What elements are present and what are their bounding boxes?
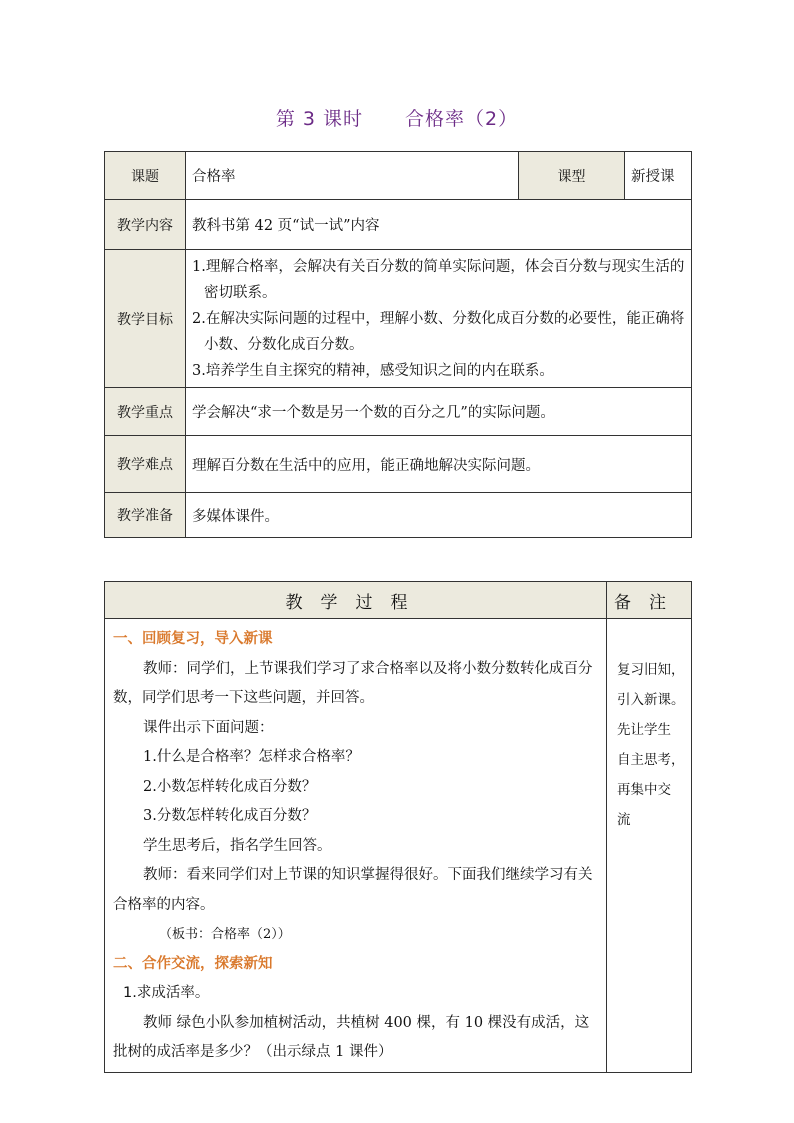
goal-item: 3.培养学生自主探究的精神，感受知识之间的内在联系。 xyxy=(192,362,554,379)
table-row xyxy=(105,200,692,250)
notes-body xyxy=(607,619,692,1073)
paragraph: 课件出示下面问题： xyxy=(143,719,274,736)
goal-item: 2.在解决实际问题的过程中，理解小数、分数化成百分数的必要性，能正确将小数、分数化成百分数。 xyxy=(192,310,685,353)
lesson-info-table xyxy=(104,151,692,538)
topic-value: 合格率 xyxy=(186,152,519,200)
paragraph: 教师：同学们，上节课我们学习了求合格率以及将小数分数转化成百分数，同学们思考一下这些问题，并回答。 xyxy=(113,660,593,706)
section-heading: 二、合作交流，探索新知 xyxy=(113,955,273,972)
teaching-process-table xyxy=(104,581,692,1073)
question: 1.什么是合格率？怎样求合格率？ xyxy=(143,749,360,765)
difficulty-value: 理解百分数在生活中的应用，能正确地解决实际问题。 xyxy=(186,436,692,493)
prep-value: 多媒体课件。 xyxy=(186,493,692,538)
page-title xyxy=(0,104,794,131)
section-heading: 一、回顾复习，导入新课 xyxy=(113,631,273,647)
paragraph: 学生思考后，指名学生回答。 xyxy=(143,837,332,854)
content-value: 教科书第 42 页“试一试”内容 xyxy=(186,200,692,250)
type-label: 课型 xyxy=(519,152,625,200)
table-row xyxy=(105,493,692,538)
note-line: 流 xyxy=(617,812,631,828)
paragraph: 教师 绿色小队参加植树活动，共植树 400 棵，有 10 棵没有成活，这批树的成活率是多少？（出示绿点 1 课件） xyxy=(113,1014,590,1060)
key-label: 教学重点 xyxy=(105,388,186,436)
paragraph: 教师：看来同学们对上节课的知识掌握得很好。下面我们继续学习有关合格率的内容。 xyxy=(113,867,593,913)
table-row xyxy=(105,250,692,388)
key-value: 学会解决“求一个数是另一个数的百分之几”的实际问题。 xyxy=(186,388,692,436)
subheading: 1.求成活率。 xyxy=(123,985,210,1001)
goal-item: 1.理解合格率，会解决有关百分数的简单实际问题，体会百分数与现实生活的密切联系。 xyxy=(192,258,685,301)
topic-label: 课题 xyxy=(105,152,186,200)
notes-header: 备注 xyxy=(607,582,692,619)
question: 2.小数怎样转化成百分数？ xyxy=(143,778,317,795)
lesson-name: 合格率（2） xyxy=(405,108,519,130)
note-line: 先让学生 xyxy=(617,722,671,738)
goal-label: 教学目标 xyxy=(105,250,186,388)
lesson-number: 第 3 课时 xyxy=(275,108,364,130)
note-line: 自主思考， xyxy=(617,752,685,768)
question: 3.分数怎样转化成百分数？ xyxy=(143,808,317,824)
note-line: 引入新课。 xyxy=(617,692,685,708)
table-row xyxy=(105,582,692,619)
board-note: （板书：合格率（2）） xyxy=(159,927,291,942)
prep-label: 教学准备 xyxy=(105,493,186,538)
table-row xyxy=(105,436,692,493)
process-header: 教学过程 xyxy=(105,582,607,619)
goal-list xyxy=(186,250,692,388)
difficulty-label: 教学难点 xyxy=(105,436,186,493)
note-line: 复习旧知， xyxy=(617,662,685,678)
table-row xyxy=(105,152,692,200)
type-value: 新授课 xyxy=(625,152,692,200)
process-body xyxy=(105,619,607,1073)
table-row xyxy=(105,619,692,1073)
content-label: 教学内容 xyxy=(105,200,186,250)
table-row xyxy=(105,388,692,436)
note-line: 再集中交 xyxy=(617,782,671,798)
